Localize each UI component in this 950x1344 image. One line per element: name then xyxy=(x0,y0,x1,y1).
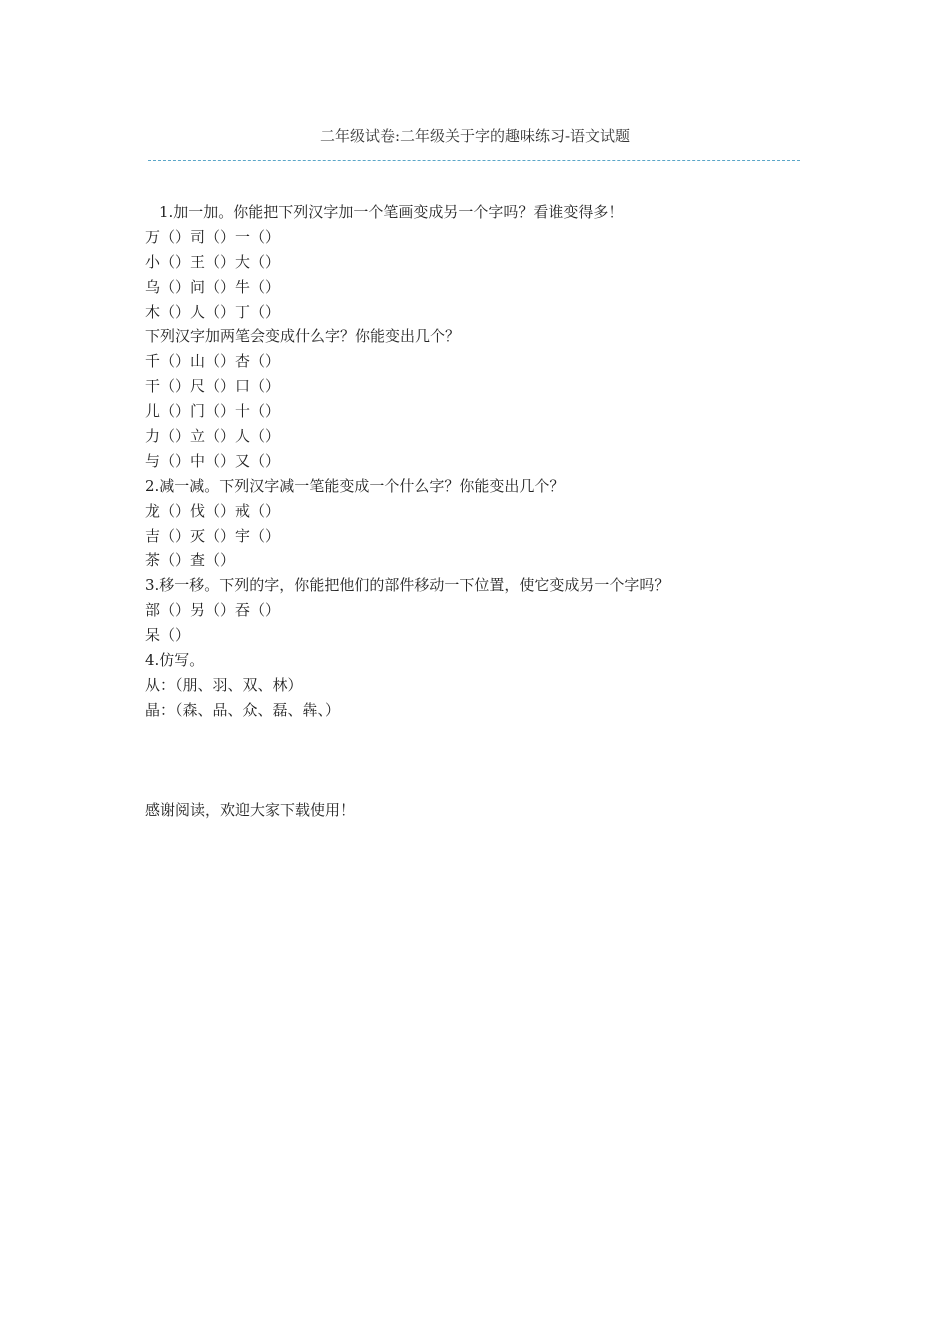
section-3-heading: 3.移一移。下列的字，你能把他们的部件移动一下位置，使它变成另一个字吗？ xyxy=(145,576,670,595)
exercise-line: 晶：（森、品、众、磊、犇、） xyxy=(145,700,341,719)
exercise-line: 茶（）查（） xyxy=(145,551,236,570)
exercise-line: 干（）尺（）口（） xyxy=(145,377,281,396)
exercise-line: 部（）另（）吞（） xyxy=(145,601,281,620)
exercise-line: 呆（） xyxy=(145,626,191,645)
exercise-line: 龙（）伐（）戒（） xyxy=(145,501,281,520)
document-title: 二年级试卷:二年级关于字的趣味练习-语文试题 xyxy=(319,127,631,145)
exercise-line: 从：（朋、羽、双、林） xyxy=(145,675,303,694)
exercise-line: 儿（）门（）十（） xyxy=(145,402,281,421)
exercise-line: 与（）中（）又（） xyxy=(145,451,281,470)
exercise-line: 力（）立（）人（） xyxy=(145,427,281,446)
exercise-content xyxy=(145,200,805,723)
exercise-line: 吉（）灭（）宇（） xyxy=(145,526,281,545)
exercise-line: 千（）山（）杏（） xyxy=(145,352,281,371)
section-4-heading: 4.仿写。 xyxy=(145,651,205,670)
exercise-line: 万（）司（）一（） xyxy=(145,227,281,246)
section-1-heading: 1.加一加。你能把下列汉字加一个笔画变成另一个字吗？看谁变得多！ xyxy=(159,203,624,221)
section-2-heading: 2.减一减。下列汉字减一笔能变成一个什么字？你能变出几个？ xyxy=(145,476,565,495)
title-divider xyxy=(148,160,800,161)
exercise-line: 小（）王（）大（） xyxy=(145,252,281,271)
closing-note: 感谢阅读，欢迎大家下载使用！ xyxy=(145,801,356,819)
subsection-heading: 下列汉字加两笔会变成什么字？你能变出几个？ xyxy=(145,327,461,346)
exercise-line: 木（）人（）丁（） xyxy=(145,302,281,321)
exercise-line: 乌（）问（）牛（） xyxy=(145,277,281,296)
